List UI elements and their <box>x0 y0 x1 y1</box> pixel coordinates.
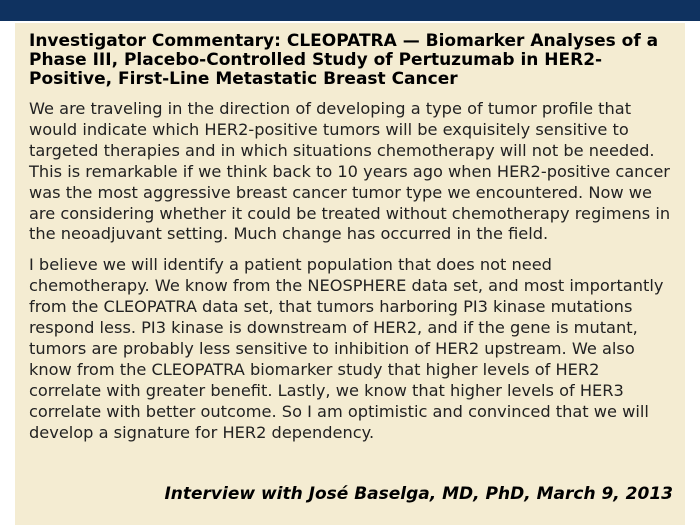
commentary-paragraph-1: We are traveling in the direction of developing a type of tumor profile that would indicate which HER2-positive tumors will be exquisitely sensitive to targeted therapies and in which situations chemotherapy will not be needed. This is remarkable if we think back to 10 years ago when HER2-positive cancer was the most aggressive breast cancer tumor type we encountered. Now we are considering whether it could be treated without chemotherapy regimens in the neoadjuvant setting. Much change has occurred in the field. <box>29 99 671 244</box>
header-bar <box>0 0 700 21</box>
commentary-panel <box>15 23 685 525</box>
commentary-paragraph-2: I believe we will identify a patient population that does not need chemotherapy. We know from the NEOSPHERE data set, and most importantly from the CLEOPATRA data set, that tumors harboring PI3 kinase mutations respond less. PI3 kinase is downstream of HER2, and if the gene is mutant, tumors are probably less sensitive to inhibition of HER2 upstream. We also know from the CLEOPATRA biomarker study that higher levels of HER2 correlate with greater benefit. Lastly, we know that higher levels of HER3 correlate with better outcome. So I am optimistic and convinced that we will develop a signature for HER2 dependency. <box>29 255 664 442</box>
interview-attribution: Interview with José Baselga, MD, PhD, March 9, 2013 <box>164 484 673 504</box>
slide-title: Investigator Commentary: CLEOPATRA — Biomarker Analyses of a Phase III, Placebo-Controlled Study of Pertuzumab in HER2-Positive, First-Line Metastatic Breast Cancer <box>29 31 659 89</box>
